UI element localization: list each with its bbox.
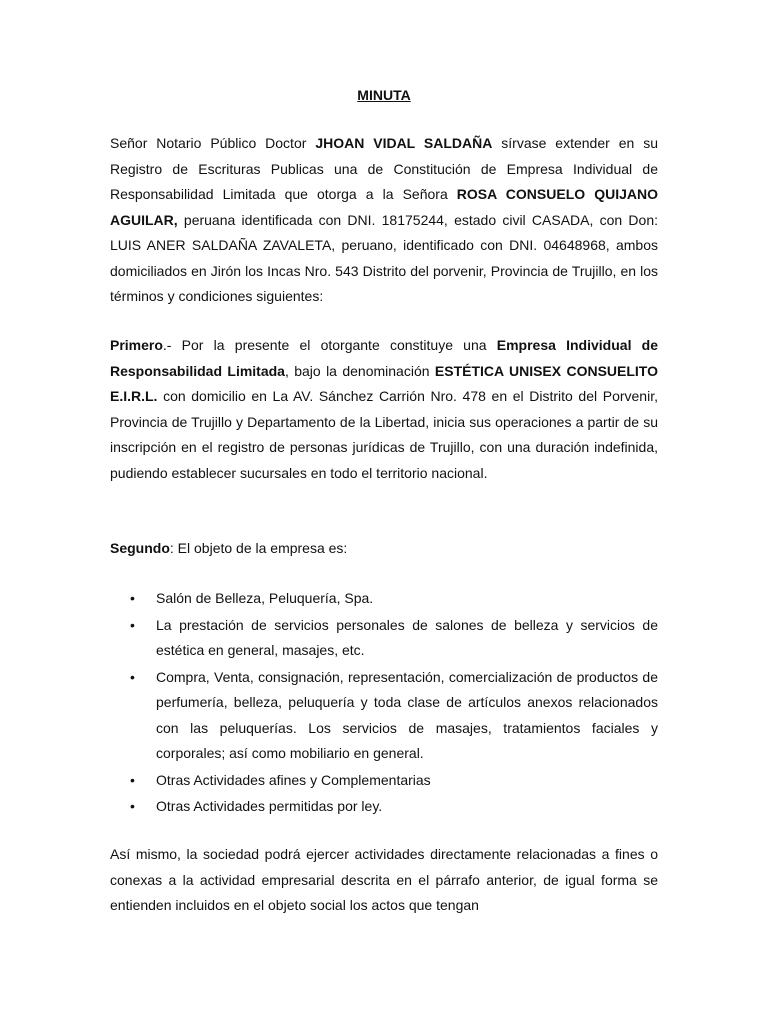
list-item	[110, 613, 658, 664]
primero-text-3: con domicilio en La AV. Sánchez Carrión Nro. 478 en el Distrito del Porvenir, Provincia de Trujillo y Departamento de la Libertad, inicia sus operaciones a partir de su inscripción en el registro de personas jurídicas de Trujillo, con una duración indefinida, pudiendo establecer sucursales en todo el territorio nacional.	[110, 388, 658, 481]
primero-paragraph	[110, 333, 658, 486]
list-item-text: La prestación de servicios personales de salones de belleza y servicios de estética en general, masajes, etc.	[156, 616, 658, 658]
bullet-icon: •	[130, 590, 135, 606]
company-name: ESTÉTICA UNISEX CONSUELITO E.I.R.L.	[110, 362, 658, 404]
list-item	[110, 586, 658, 612]
segundo-paragraph	[110, 536, 658, 562]
bullet-icon: •	[130, 616, 135, 633]
list-item-text: Salón de Belleza, Peluquería, Spa.	[156, 590, 374, 606]
primero-text-1: .- Por la presente el otorgante constituye una	[162, 337, 497, 353]
bullet-icon: •	[130, 771, 135, 788]
bullet-icon: •	[130, 668, 135, 685]
list-item-text: Otras Actividades permitidas por ley.	[156, 798, 383, 814]
list-item	[110, 794, 658, 820]
list-item	[110, 665, 658, 767]
segundo-text: : El objeto de la empresa es:	[169, 540, 348, 556]
intro-paragraph	[110, 131, 658, 310]
segundo-label: Segundo	[110, 540, 170, 556]
bullet-icon: •	[130, 798, 135, 814]
list-item-text: Otras Actividades afines y Complementarias	[156, 771, 431, 788]
objects-list	[110, 586, 658, 821]
entity-type: Empresa Individual de Responsabilidad Limitada	[110, 337, 659, 379]
owner-name: ROSA CONSUELO QUIJANO AGUILAR,	[110, 186, 658, 228]
intro-text-1: Señor Notario Público Doctor	[110, 135, 316, 151]
primero-text-2: , bajo la denominación	[284, 362, 435, 379]
document-title: MINUTA	[357, 87, 411, 103]
intro-text-3: peruana identificada con DNI. 18175244, estado civil CASADA, con Don: LUIS ANER SALDAÑA ZAVALETA, peruano, identificado con DNI. 04648968, ambos domiciliados en Jirón los Incas Nro. 543 Distrito del porvenir, Provincia de Trujillo, en los términos y condiciones siguientes:	[110, 211, 658, 304]
intro-text-2: sírvase extender en su Registro de Escrituras Publicas una de Constitución de Empresa Individual de Responsabilidad Limitada que otorga a la Señora	[110, 135, 658, 202]
primero-label: Primero	[110, 337, 163, 353]
list-item	[110, 768, 658, 794]
asimismo-paragraph: Así mismo, la sociedad podrá ejercer actividades directamente relacionadas a fines o conexas a la actividad empresarial descrita en el párrafo anterior, de igual forma se entienden incluidos en el objeto social los actos que tengan	[110, 846, 658, 913]
list-item-text: Compra, Venta, consignación, representación, comercialización de productos de perfumería, belleza, peluquería y toda clase de artículos anexos relacionados con las peluquerías. Los servicios de masajes, tratamientos faciales y corporales; así como mobiliario en general.	[156, 668, 658, 761]
notary-name: JHOAN VIDAL SALDAÑA	[315, 135, 493, 151]
